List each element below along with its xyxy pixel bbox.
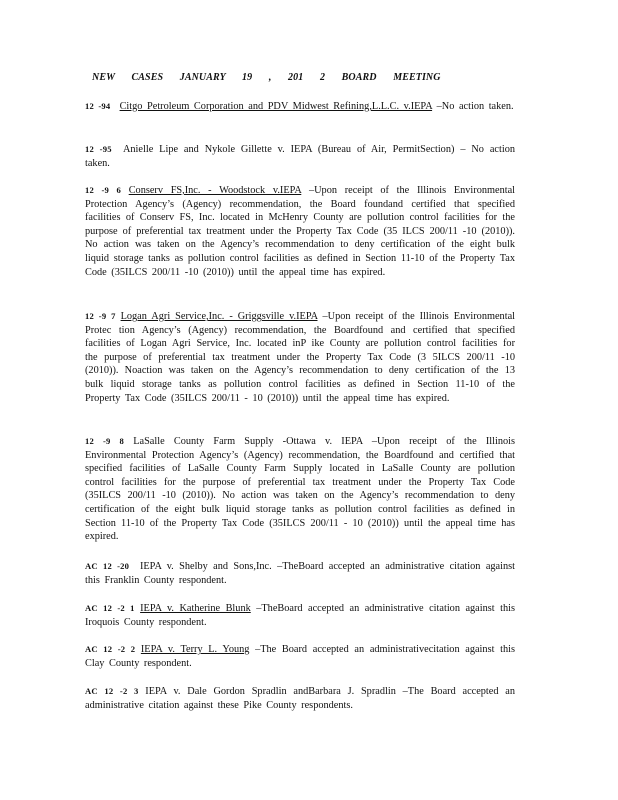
case-text: –TheBoard accepted an administrative citation against this Franklin County respondent. (85, 561, 515, 586)
case-entry (85, 560, 515, 587)
case-text: –Upon receipt of the Illinois Environmental Protection Agency’s (Agency) recommendation, the Boardfound and certified that specified facilities of LaSalle County Farm Supply located in LaSalle County are pollution control facilities for the purpose of preferential tax treatment under the Property Tax Code (35ILCS 200/11 -10 (2010)). No action was taken on the Agency’s recommendation to deny certification of the eight bulk liquid storage tanks as pollution control facilities as defined in Section 11-10 of the Property Tax Code (35ILCS 200/11 - 10 (2010)) until the appeal time has expired. (85, 436, 516, 543)
case-parties: Logan Agri Service,Inc. - Griggsville v.IEPA (120, 311, 318, 322)
case-entry (85, 310, 515, 405)
case-entry (85, 143, 515, 170)
case-number: AC 12 -2 3 (85, 686, 139, 696)
case-text: –Upon receipt of the Illinois Environmental Protec tion Agency’s (Agency) recommendation, the Boardfound and certified that specified facilities of Logan Agri Service, Inc. located inP ike County are pollution control facilities for the purpose of preferential tax treatment under the Property Tax Code (3 5ILCS 200/11 -10 (2010)). Noaction was taken on the Agency’s recommendation to deny certification of the 13 bulk liquid storage tanks as pollution control facilities as defined in Section 11-10 of the Property Tax Code (35ILCS 200/11 - 10 (2010)) until the appeal time has expired. (85, 311, 516, 404)
case-number: 12 -9 6 (85, 185, 121, 195)
case-entry (85, 435, 515, 544)
case-entry (85, 602, 515, 629)
case-entry (85, 184, 515, 279)
case-number: AC 12 -2 1 (85, 603, 135, 613)
page-heading: NEW CASES JANUARY 19 , 201 2 BOARD MEETING (92, 72, 441, 83)
case-parties: IEPA v. Katherine Blunk (140, 603, 251, 614)
case-text: –The Board accepted an administrative citation against these Pike County respondents. (85, 686, 516, 711)
case-parties: IEPA v. Shelby and Sons,Inc. (139, 561, 272, 572)
case-number: AC 12 -20 (85, 561, 130, 571)
case-text: –Upon receipt of the Illinois Environmental Protection Agency’s (Agency) recommendation, the Board foundand certified that specified facilities of Conserv FS, Inc. located in McHenry County are pollution control facilities for the purpose of preferential tax treatment under the Property Tax Code (35 ILCS 200/11 -10 (2010)). No action was taken on the Agency’s recommendation to deny certification of the eight bulk liquid storage tanks as pollution control facilities as defined in Section 11-10 of the Property Tax Code (35ILCS 200/11 -10 (2010)) until the appeal time has expired. (85, 185, 516, 278)
case-text: – No action taken. (85, 144, 516, 169)
case-text: –TheBoard accepted an administrative citation against this Iroquois County respondent. (85, 603, 515, 628)
case-entry (85, 100, 515, 114)
case-parties: IEPA v. Dale Gordon Spradlin andBarbara J. Spradlin (145, 686, 396, 697)
case-parties: Anielle Lipe and Nykole Gillette v. IEPA (Bureau of Air, PermitSection) (122, 144, 455, 155)
case-number: 12 -94 (85, 101, 111, 111)
case-parties: IEPA v. Terry L. Young (140, 644, 250, 655)
case-number: AC 12 -2 2 (85, 644, 136, 654)
case-parties: LaSalle County Farm Supply -Ottawa v. IEPA (133, 436, 363, 447)
case-parties: Conserv FS,Inc. - Woodstock v.IEPA (128, 185, 302, 196)
case-text: –No action taken. (432, 101, 514, 112)
case-number: 12 -95 (85, 144, 112, 154)
case-entry (85, 643, 515, 670)
case-number: 12 -9 7 (85, 311, 116, 321)
case-entry (85, 685, 515, 712)
case-number: 12 -9 8 (85, 436, 124, 446)
case-text: –The Board accepted an administrativecitation against this Clay County respondent. (85, 644, 515, 669)
case-parties: Citgo Petroleum Corporation and PDV Midwest Refining,L.L.C. v.IEPA (119, 101, 433, 112)
